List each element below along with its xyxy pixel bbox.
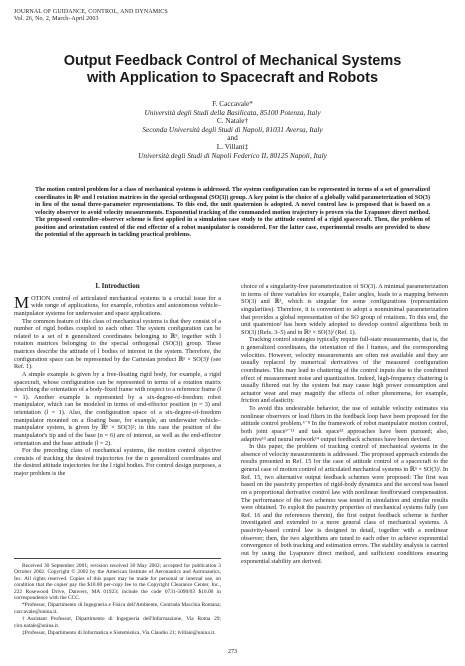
- author-affiliation: Università degli Studi di Napoli Federico II, 80125 Napoli, Italy: [138, 150, 327, 160]
- author-affiliation: Seconda Università degli Studi di Napoli, 81031 Aversa, Italy: [142, 124, 323, 134]
- page-number: 273: [227, 648, 238, 655]
- footnote-author-3: ‡Professor, Dipartimento di Informatica e Sistemistica, Via Claudio 21; lvillani@unina.it.: [22, 630, 216, 637]
- paper-title: [20, 53, 445, 87]
- paragraph: [14, 292, 221, 318]
- paragraph: In this paper, the problem of tracking control of mechanical systems in the absence of velocity measurements is addressed. The proposed approach extends the results presented in Ref. 15 for the case of attitude control of a spacecraft to the general case of motion control of articulated mechanical systems in ℝⁿ × SO(3)ˡ. In Ref. 15, two alternative output feedback schemes were proposed: The first was based on the passivity properties of rigid-body dynamics and the second was based on a proportional derivative control law with nonlinear feedforward compensation. The performance of the two schemes was tested in simulation and similar results were obtained. To exploit the passivity properties of mechanical systems fully (see Ref. 16 and the references therein), the first output feedback scheme is further investigated and extended to a more general class of mechanical systems. A passivity-based control law is designed in detail, together with a nonlinear observer; then, the two algorithms are tuned to each other to achieve exponential convergence of both tracking and estimation errors. The stability analysis is carried out by using the Lyapunov direct method, and sufficient conditions ensuring exponential stability are derived.: [241, 443, 448, 565]
- author-affiliation: Università degli Studi della Basilicata, 85100 Potenza, Italy: [144, 107, 321, 117]
- left-column: [14, 283, 221, 478]
- author-name: C. Natale†: [216, 116, 249, 126]
- paragraph: For the preceding class of mechanical systems, the motion control objective consists of tracking the desired trajectories for the n generalized coordinates and the desired attitude trajectories for the l rigid bodies. For control design purposes, a major problem is the: [14, 447, 221, 477]
- footnotes: [14, 558, 221, 637]
- drop-cap: M: [14, 292, 30, 312]
- section-heading: I. Introduction: [95, 282, 140, 290]
- paragraph-text: OTION control of articulated mechanical systems is a crucial issue for a wide range of applications, for example, robotics and autonomous vehicle–manipulator systems for underwater and space applications.: [14, 294, 221, 317]
- title-line-2: with Application to Spacecraft and Robots: [86, 70, 379, 86]
- title-line-1: Output Feedback Control of Mechanical Systems: [63, 53, 402, 69]
- right-column: [241, 283, 448, 565]
- paragraph: Tracking control strategies typically require full-state measurements, that is, the n generalized coordinates, the orientation of the l frames, and the corresponding velocities. However, velocity measurements are often not available and they are usually replaced by numerical derivatives of the measured configuration coordinates. This may lead to chattering of the control inputs due to the combined effect of measurement noise and quantization. Indeed, high-frequency chattering is usually filtered out by the system but may cause high power consumption and actuator wear and may magnify the effects of other phenomena, for example, friction and elasticity.: [241, 336, 448, 405]
- running-head: [14, 9, 168, 23]
- paragraph: A simple example is given by a free-floating rigid body, for example, a rigid spacecraft, whose configuration can be represented in terms of a rotation matrix describing the orientation of a body-fixed frame with respect to a reference frame (l = 1). Another example is represented by a six-degree-of-freedom robot manipulator, which can be modeled in terms of end-effector position (n = 3) and orientation (l = 1). Also, the configuration space of a six-degree-of-freedom manipulator mounted on a floating base, for example, an underwater vehicle–manipulator system, is given by ℝⁿ × SO(3)²; in this case the position of the manipulator's tip and of the base (n = 6) are of interest, as well as the end-effector orientation and the base attitude (l = 2).: [14, 370, 222, 447]
- author-block: [20, 100, 445, 160]
- footnote-author-1: *Professor, Dipartimento di Ingegneria e Fisica dell'Ambiente, Contrada Macchia Romana; caccavale@unina.it.: [14, 602, 221, 615]
- paragraph: choice of a singularity-free parameterization of SO(3). A minimal parameterization in terms of three variables for example, Euler angles, leads to a mapping between SO(3) and ℝ³, which is singular for some configurations (representation singularities). Therefore, it is convenient to adopt a nonminimal parameterization that provides a global representation of the SO group of rotations. To this end, the unit quaternion² has been widely adopted to develop control algorithms both in SO(3) (Refs. 3–5) and in ℝⁿ × SO(3)ˡ (Ref. 1).: [241, 283, 448, 336]
- author-name: F. Caccavale*: [212, 99, 253, 108]
- author-name: L. Villani‡: [216, 141, 249, 151]
- paragraph: The common feature of this class of mechanical systems is that they consist of a number of rigid bodies coupled to each other. The system configuration can be related to a set of n generalized coordinates belonging to ℝⁿ, together with l rotation matrices belonging to the special orthogonal (SO(3)) group. These matrices describe the attitude of l bodies of interest in the system. Therefore, the configuration space can be represented by the Cartesian product ℝⁿ × SO(3)ˡ (see Ref. 1).: [14, 317, 221, 371]
- footnote-author-2: †Assistant Professor, Dipartimento di Ingegneria dell'Informazione, Via Roma 29; ciro.natale@unina.it.: [14, 616, 221, 629]
- paragraph: To avoid this undesirable behavior, the use of suitable velocity estimates via nonlinear observers or lead filters in the feedback loop have been proposed for the attitude control problem.⁶⁻⁸ In the framework of robot manipulator motion control, both joint space⁹⁻¹¹ and task space¹² approaches have been pursued; also, adaptive¹³ and neural network¹⁴ output feedback schemes have been devised.: [241, 405, 448, 443]
- footnote-received: Received 30 September 2001; revision received 30 May 2002; accepted for publication 3 October 2002. Copyright © 2002 by the American Institute of Aeronautics and Astronautics, Inc. All rights reserved. Copies of this paper may be made for personal or internal use, on condition that the copier pay the $10.00 per-copy fee to the Copyright Clearance Center, Inc., 222 Rosewood Drive, Danvers, MA 01923; include the code 0731-5090/03 $10.00 in correspondence with the CCC.: [14, 563, 221, 602]
- abstract: The motion control problem for a class of mechanical systems is addressed. The system configuration can be represented in terms of a set of generalized coordinates in ℝⁿ and l rotation matrices in the special orthogonal (SO(3)) group. A key point is the choice of a globally valid parameterization of SO(3) in lieu of the usual three-parameter representations. To this end, the unit quaternion is adopted. A novel control law is proposed that is based on a velocity observer to avoid velocity measurements. Exponential tracking of the commanded motion trajectory is proven via the Lyapunov direct method. The proposed controller–observer scheme is first applied in a simulation case study to the attitude control of a rigid spacecraft. Then, the problem of position and orientation control of the end effector of a robot manipulator is considered. For the latter case, experimental results are provided to show the potential of the approach in tackling practical problems.: [35, 187, 430, 239]
- author-conjunction: and: [227, 133, 238, 143]
- journal-name: JOURNAL OF GUIDANCE, CONTROL, AND DYNAMICS: [14, 9, 168, 15]
- issue-info: Vol. 26, No. 2, March–April 2003: [14, 16, 99, 23]
